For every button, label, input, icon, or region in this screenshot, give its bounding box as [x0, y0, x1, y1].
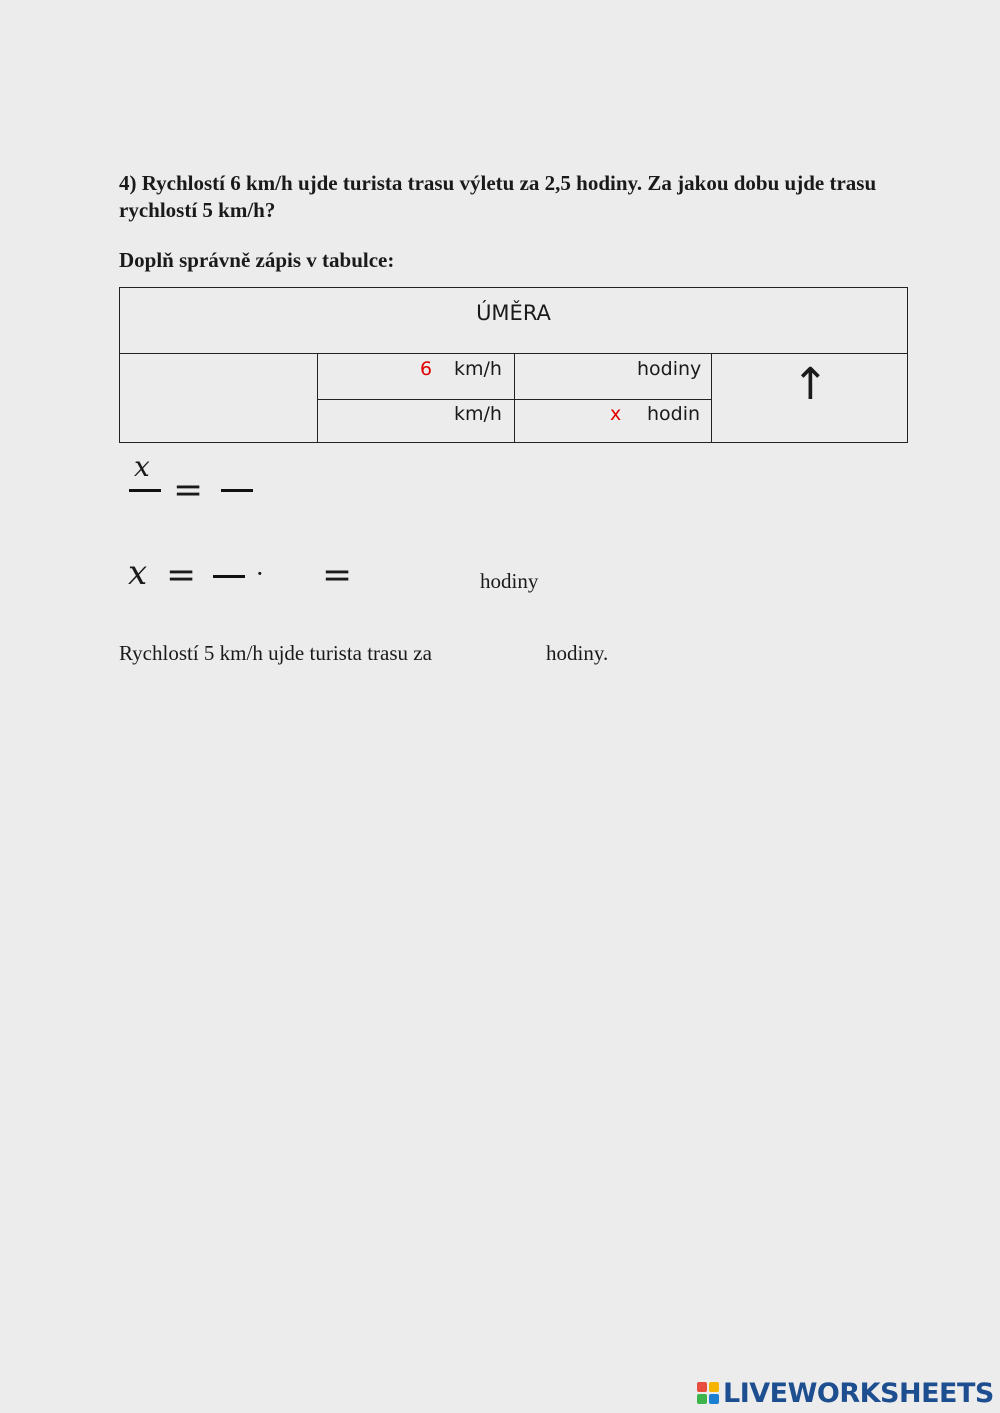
table-divider: [317, 353, 318, 442]
instruction-text: Doplň správně zápis v tabulce:: [119, 248, 395, 272]
table-blank-cell[interactable]: [120, 354, 316, 442]
speed-unit-2: km/h: [454, 403, 502, 425]
table-row-divider: [317, 399, 711, 400]
logo-text: LIVEWORKSHEETS: [723, 1377, 994, 1409]
equals-sign: =: [322, 555, 353, 596]
fraction-bar: [129, 489, 161, 492]
question-text: 4) Rychlostí 6 km/h ujde turista trasu výletu za 2,5 hodiny. Za jakou dobu ujde trasu rychlostí 5 km/h?: [119, 171, 877, 222]
table-header: ÚMĚRA: [120, 288, 907, 354]
fraction-bar: [221, 489, 253, 492]
factor-blank[interactable]: [272, 560, 312, 590]
result-unit: hodiny: [480, 569, 539, 593]
speed-unit-1: km/h: [454, 358, 502, 380]
answer-suffix: hodiny.: [546, 641, 609, 665]
time-value-x: x: [610, 403, 622, 425]
liveworksheets-logo-icon: [697, 1382, 719, 1404]
time-unit-2: hodin: [647, 403, 701, 425]
result-blank[interactable]: [365, 560, 465, 590]
fraction-bar: [213, 575, 245, 578]
numerator-blank[interactable]: [222, 458, 252, 484]
answer-prefix: Rychlostí 5 km/h ujde turista trasu za: [119, 641, 432, 665]
proportion-table: [119, 287, 908, 443]
equals-sign: =: [173, 470, 204, 511]
answer-blank[interactable]: [476, 641, 538, 667]
equation-variable: x: [134, 450, 150, 483]
table-divider: [711, 353, 712, 442]
multiplication-dot: ·: [256, 560, 264, 588]
proportion-arrow-icon: ↑: [792, 359, 829, 410]
equals-sign: =: [166, 555, 197, 596]
denominator-blank[interactable]: [222, 497, 252, 523]
liveworksheets-logo: [697, 1378, 994, 1408]
denominator-blank[interactable]: [130, 497, 160, 523]
equation-variable: x: [128, 553, 148, 593]
speed-value-1: 6: [420, 358, 433, 380]
table-divider: [514, 353, 515, 442]
time-unit-1: hodiny: [637, 358, 702, 380]
